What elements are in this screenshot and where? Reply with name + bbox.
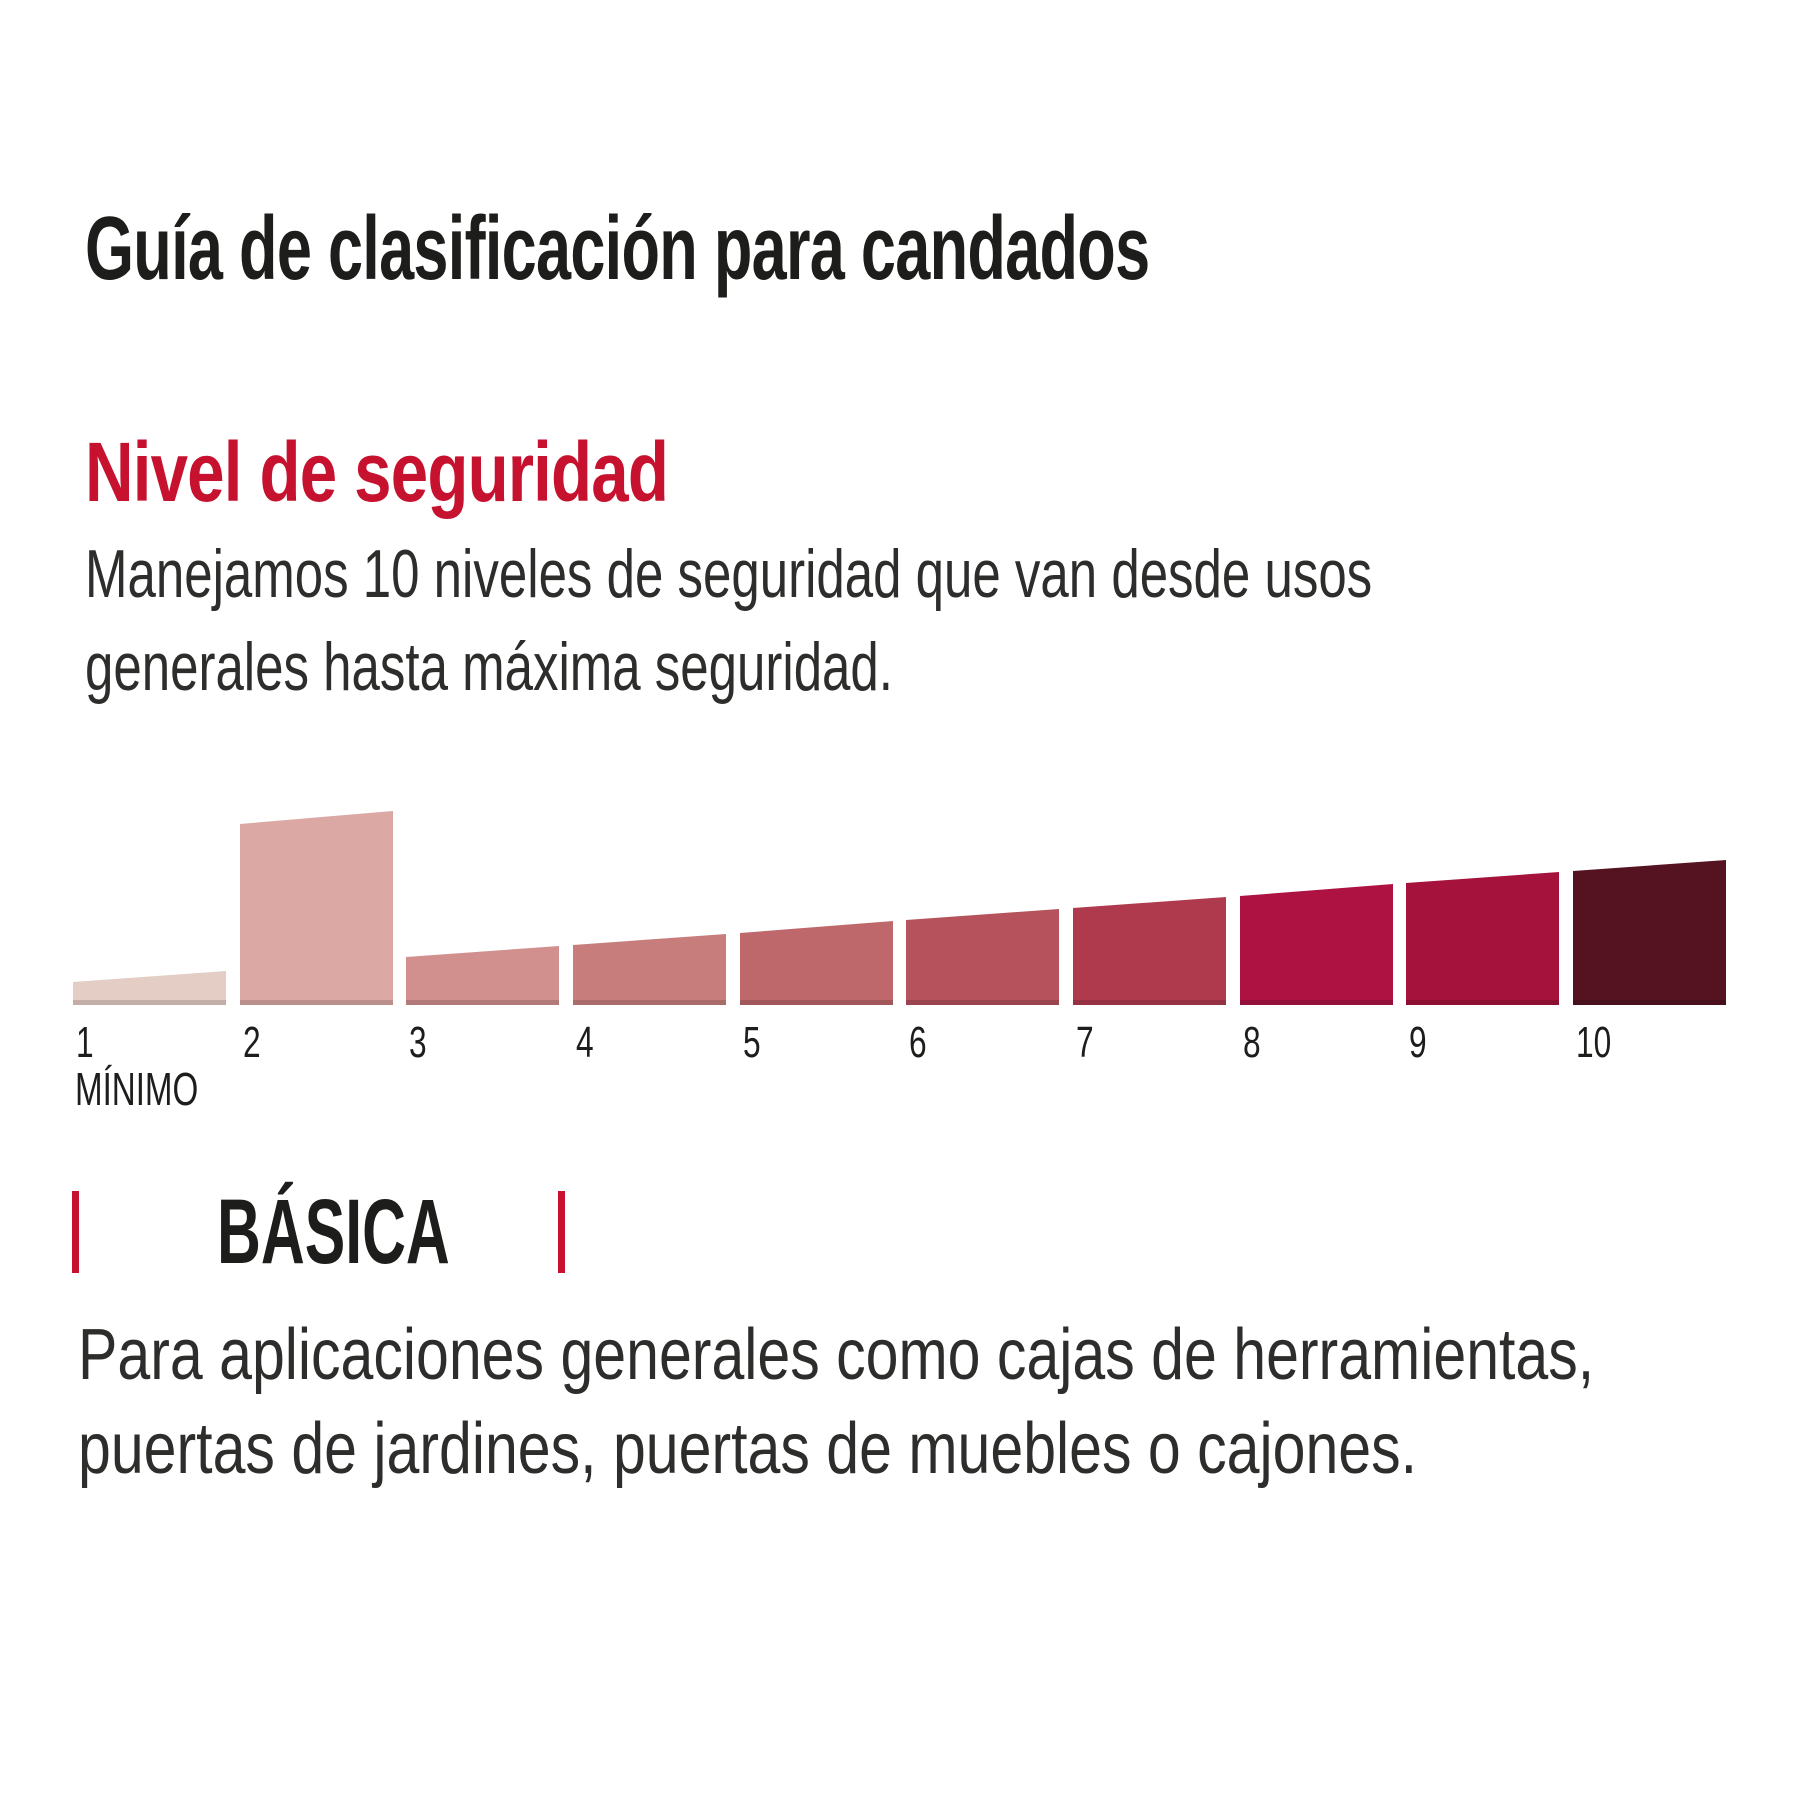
rating-description-line2: puertas de jardines, puertas de muebles o cajones. xyxy=(78,1409,1418,1489)
chart-bar-level-4 xyxy=(573,934,726,1005)
security-level-description-line2: generales hasta máxima seguridad. xyxy=(85,629,893,705)
rating-description-line1: Para aplicaciones generales como cajas de herramientas, xyxy=(78,1315,1595,1395)
chart-tick-label-10: 10 xyxy=(1576,1018,1612,1067)
chart-tick-label-9: 9 xyxy=(1409,1018,1427,1067)
chart-bar-level-1 xyxy=(73,971,226,1005)
chart-bar-level-6 xyxy=(906,909,1059,1005)
rating-right-tick xyxy=(558,1191,565,1273)
chart-bar-level-2 xyxy=(240,811,393,1005)
chart-tick-label-1: 1 xyxy=(76,1018,94,1067)
chart-tick-label-5: 5 xyxy=(743,1018,761,1067)
chart-bar-level-10 xyxy=(1573,860,1726,1005)
chart-bar-level-8 xyxy=(1240,884,1393,1005)
security-level-heading: Nivel de seguridad xyxy=(85,425,669,519)
chart-bar-level-5 xyxy=(740,921,893,1005)
rating-left-tick xyxy=(72,1191,79,1273)
chart-tick-label-7: 7 xyxy=(1076,1018,1094,1067)
chart-tick-label-4: 4 xyxy=(576,1018,594,1067)
security-level-description-line1: Manejamos 10 niveles de seguridad que van desde usos xyxy=(85,536,1373,612)
chart-tick-label-2: 2 xyxy=(243,1018,261,1067)
chart-tick-label-3: 3 xyxy=(409,1018,427,1067)
rating-description xyxy=(78,1308,1594,1496)
chart-bar-level-7 xyxy=(1073,897,1226,1005)
chart-min-label: MÍNIMO xyxy=(75,1063,199,1115)
rating-label: BÁSICA xyxy=(217,1181,450,1283)
chart-bar-level-9 xyxy=(1406,872,1559,1005)
chart-tick-label-6: 6 xyxy=(909,1018,927,1067)
page-title: Guía de clasificación para candados xyxy=(85,199,1150,299)
chart-bar-level-3 xyxy=(406,946,559,1005)
chart-tick-label-8: 8 xyxy=(1243,1018,1261,1067)
